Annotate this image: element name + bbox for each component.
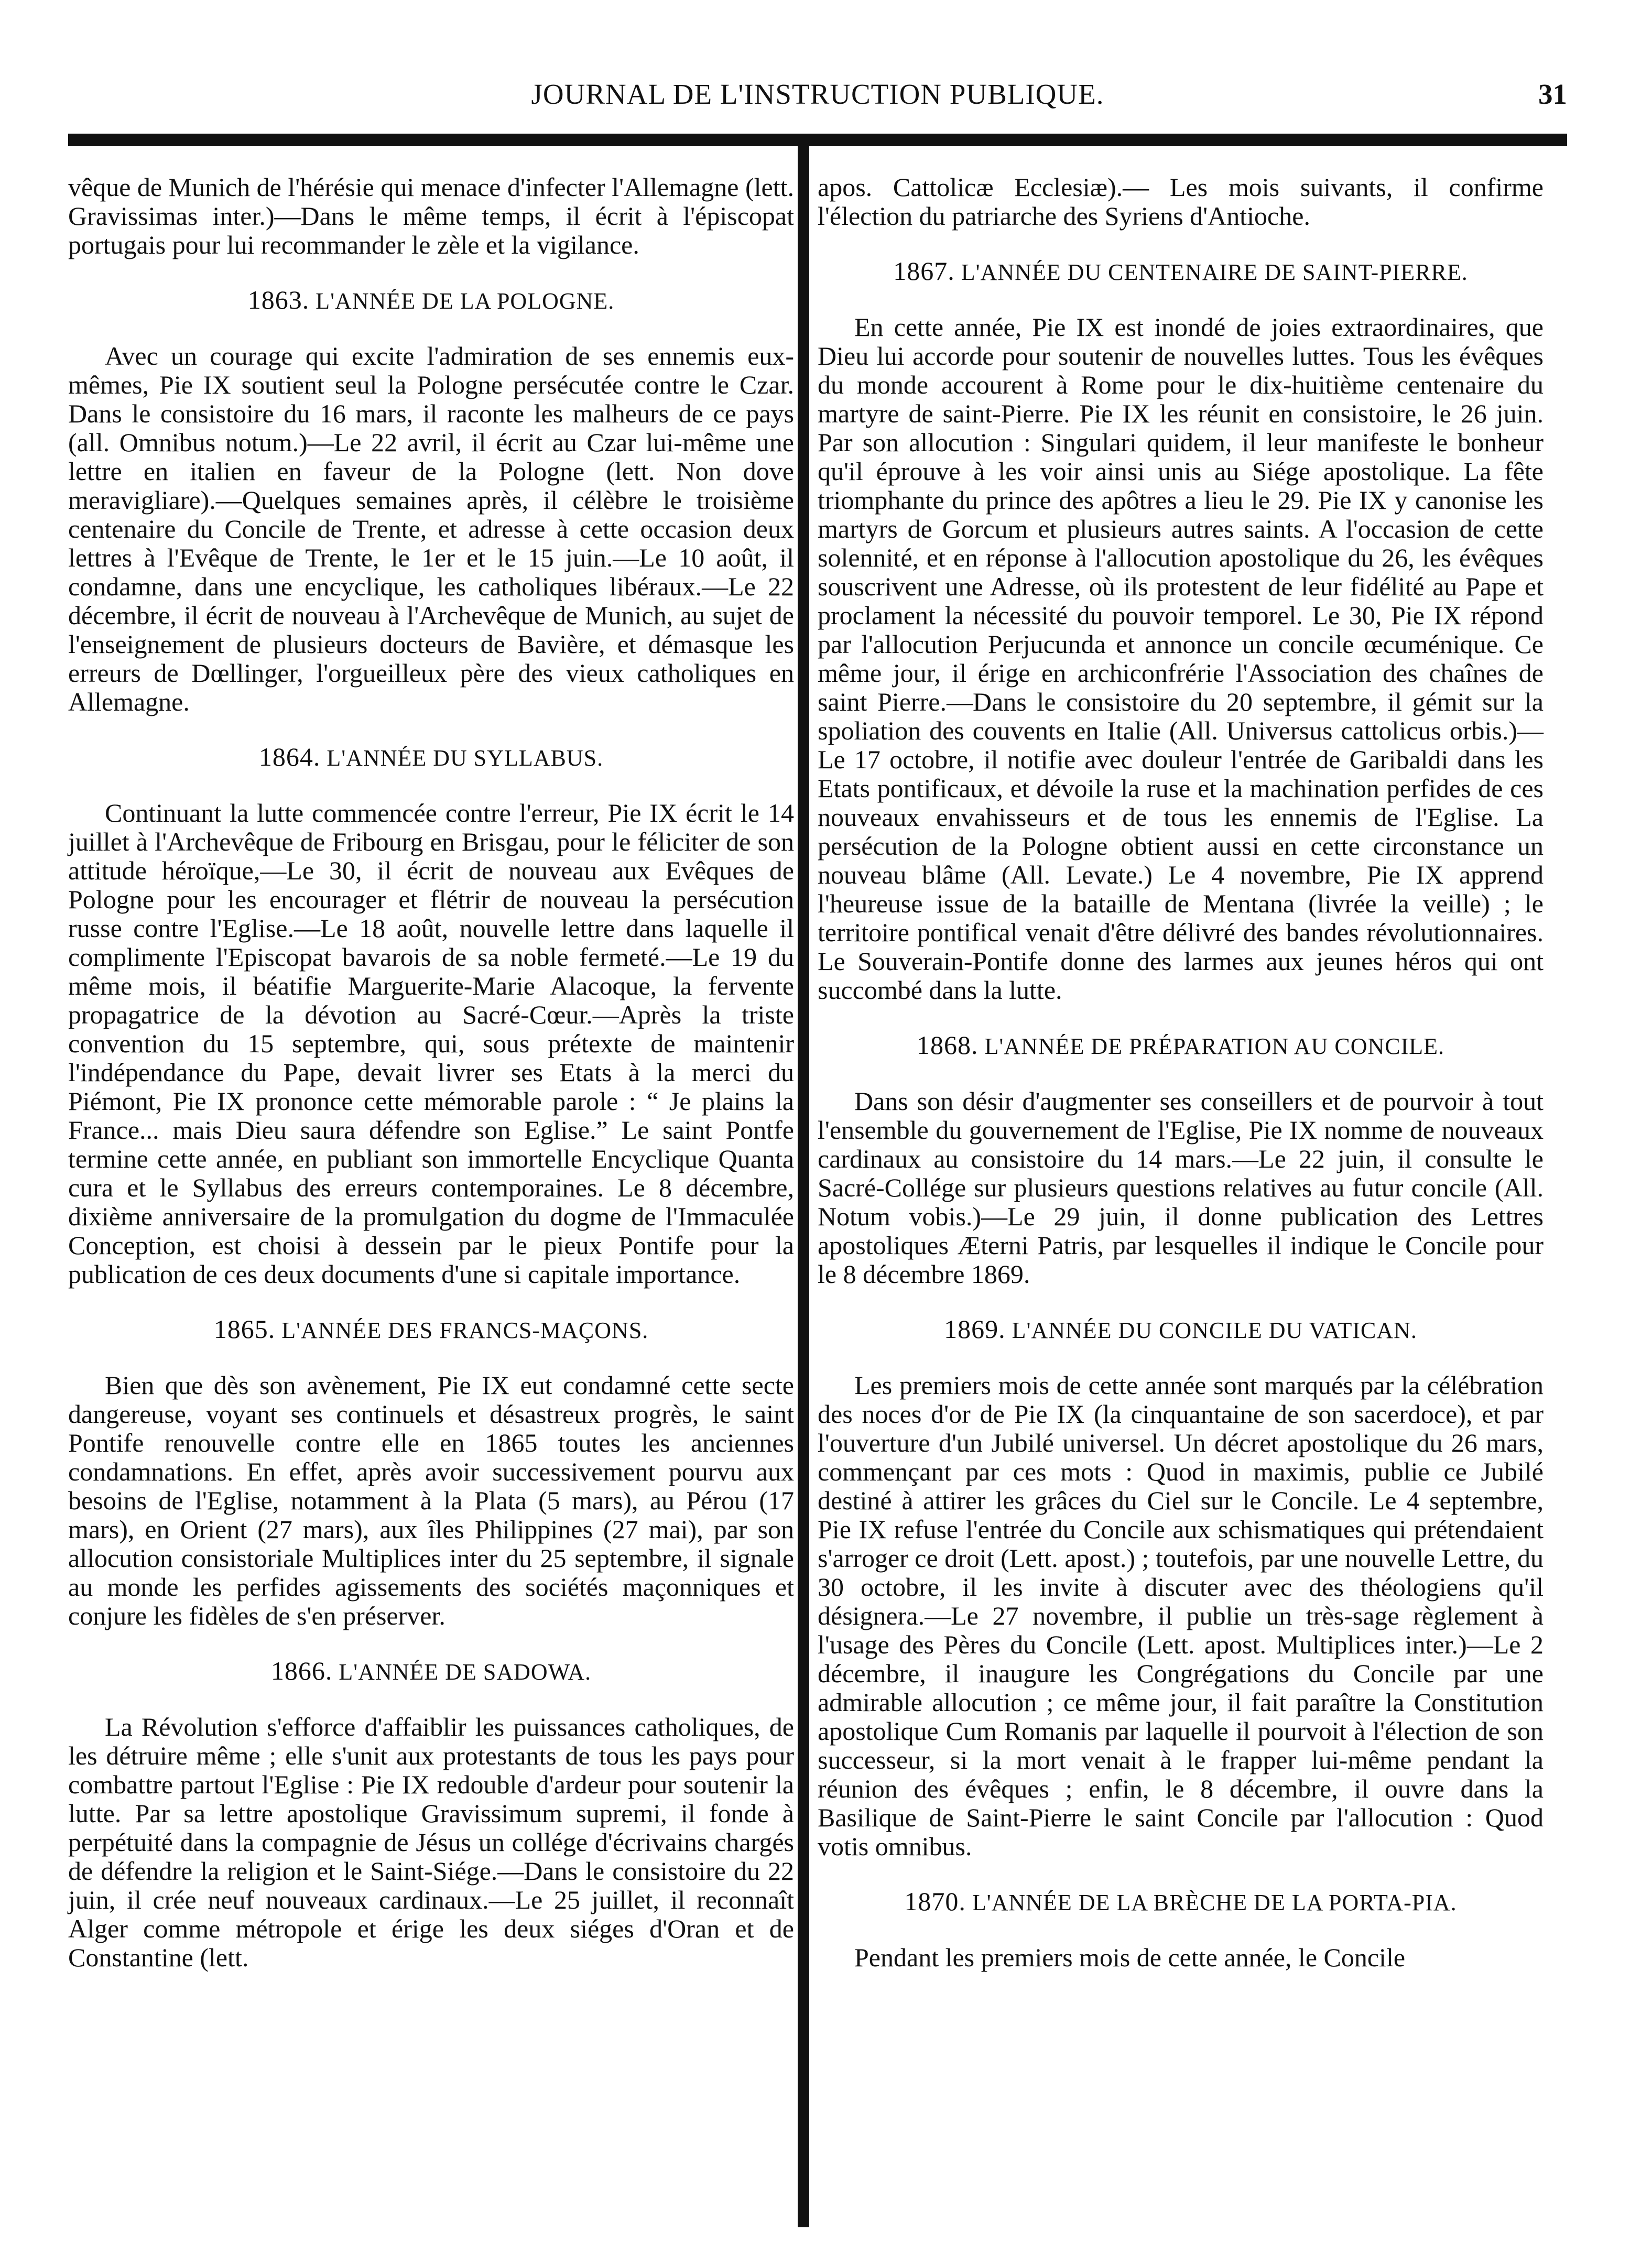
section-title: L'ANNÉE DU CENTENAIRE DE SAINT-PIERRE.: [961, 259, 1468, 285]
paragraph-continued: apos. Cattolicæ Ecclesiæ).— Les mois suivants, il confirme l'élection du patriarche des Syriens d'Antioche.: [818, 172, 1544, 231]
header-rule: [68, 134, 1567, 146]
section-heading-1866: [68, 1657, 794, 1686]
column-separator: [798, 136, 809, 2227]
journal-title: JOURNAL DE L'INSTRUCTION PUBLIQUE.: [531, 78, 1104, 110]
section-title: L'ANNÉE DES FRANCS-MAÇONS.: [281, 1318, 649, 1343]
section-year: 1866.: [270, 1656, 333, 1685]
section-heading-1869: [818, 1315, 1544, 1345]
section-year: 1864.: [258, 742, 321, 771]
section-title: L'ANNÉE DU CONCILE DU VATICAN.: [1012, 1318, 1417, 1343]
page-header: [68, 73, 1567, 115]
paragraph-1866: La Révolution s'efforce d'affaiblir les puissances catholiques, de les détruire même ; elle s'unit aux protestants de tous les pays pour combattre partout l'Eglise : Pie IX redouble d'ardeur pour soutenir la lutte. Par sa lettre apostolique Gravissimum supremi, il fonde à perpétuité dans la compagnie de Jésus un collége d'écrivains chargés de défendre la religion et le Saint-Siége.—Dans le consistoire du 22 juin, il crée neuf nouveaux cardinaux.—Le 25 juillet, il reconnaît Alger comme métropole et érige les deux siéges d'Oran et de Constantine (lett.: [68, 1712, 794, 1972]
paragraph-1867: En cette année, Pie IX est inondé de joies extraordinaires, que Dieu lui accorde pour soutenir de nouvelles luttes. Tous les évêques du monde accourent à Rome pour le dix-huitième centenaire du martyre de saint-Pierre. Pie IX les réunit en consistoire, le 26 juin. Par son allocution : Singulari quidem, il leur manifeste le bonheur qu'il éprouve à les voir ainsi unis au Siége apostolique. La fête triomphante du prince des apôtres a lieu le 29. Pie IX y canonise les martyrs de Gorcum et plusieurs autres saints. A l'occasion de cette solennité, et en réponse à l'allocution apostolique du 26, les évêques souscrivent une Adresse, où ils protestent de leur fidélité au Pape et proclament la nécessité du pouvoir temporel. Le 30, Pie IX répond par l'allocution Perjucunda et annonce un concile œcuménique. Ce même jour, il érige en archiconfrérie l'Association des chaînes de saint Pierre.—Dans le consistoire du 20 septembre, il gémit sur la spoliation des couvents en Italie (All. Universus cattolicus orbis.)—Le 17 octobre, il notifie avec douleur l'entrée de Garibaldi dans les Etats pontificaux, et dévoile la ruse et la machination perfides de ces nouveaux envahisseurs et de tous les ennemis de l'Eglise. La persécution de la Pologne obtient aussi en cette circonstance un nouveau blâme (All. Levate.) Le 4 novembre, Pie IX apprend l'heureuse issue de la bataille de Mentana (livrée la veille) ; le territoire pontifical venait d'être délivré des bandes révolutionnaires. Le Souverain-Pontife donne des larmes aux jeunes héros qui ont succombé dans la lutte.: [818, 312, 1544, 1005]
paragraph-1868: Dans son désir d'augmenter ses conseillers et de pourvoir à tout l'ensemble du gouvernement de l'Eglise, Pie IX nomme de nouveaux cardinaux au consistoire du 14 mars.—Le 22 juin, il consulte le Sacré-Collége sur plusieurs questions relatives au futur concile (All. Notum vobis.)—Le 29 juin, il donne publication des Lettres apostoliques Æterni Patris, par lesquelles il indique le Concile pour le 8 décembre 1869.: [818, 1086, 1544, 1289]
paragraph-1863: Avec un courage qui excite l'admiration de ses ennemis eux-mêmes, Pie IX soutient seul la Pologne persécutée contre le Czar. Dans le consistoire du 16 mars, il raconte les malheurs de ce pays (all. Omnibus notum.)—Le 22 avril, il écrit au Czar lui-même une lettre en italien en faveur de la Pologne (lett. Non dove meravigliare).—Quelques semaines après, il célèbre le troisième centenaire du Concile de Trente, et adresse à cette occasion deux lettres à l'Evêque de Trente, le 1er et le 15 juin.—Le 10 août, il condamne, dans une encyclique, les catholiques libéraux.—Le 22 décembre, il écrit de nouveau à l'Archevêque de Munich, au sujet de l'enseignement de plusieurs docteurs de Bavière, et démasque les erreurs de Dœllinger, l'orgueilleux père des vieux catholiques en Allemagne.: [68, 341, 794, 716]
section-year: 1868.: [916, 1030, 979, 1060]
section-title: L'ANNÉE DE SADOWA.: [339, 1659, 592, 1685]
section-heading-1865: [68, 1315, 794, 1345]
section-year: 1870.: [904, 1887, 966, 1916]
right-column: [818, 173, 1544, 1972]
paragraph-continued: vêque de Munich de l'hérésie qui menace d'infecter l'Allemagne (lett. Gravissimas inter.)—Dans le même temps, il écrit à l'épiscopat portugais pour lui recommander le zèle et la vigilance.: [68, 172, 794, 259]
section-year: 1863.: [247, 285, 310, 314]
paragraph-1865: Bien que dès son avènement, Pie IX eut condamné cette secte dangereuse, voyant ses continuels et désastreux progrès, le saint Pontife renouvelle contre elle en 1865 toutes les anciennes condamnations. En effet, après avoir successivement pourvu aux besoins de l'Eglise, notamment à la Plata (5 mars), au Pérou (17 mars), en Orient (27 mars), aux îles Philippines (27 mai), par son allocution consistoriale Multiplices inter du 25 septembre, il signale au monde les perfides agissements des sociétés maçonniques et conjure les fidèles de s'en préserver.: [68, 1370, 794, 1630]
section-heading-1868: [818, 1031, 1544, 1061]
section-year: 1865.: [213, 1314, 276, 1344]
page-number: 31: [1538, 78, 1567, 110]
section-heading-1870: [818, 1887, 1544, 1917]
section-heading-1867: [818, 257, 1544, 287]
section-year: 1867.: [893, 256, 955, 286]
section-year: 1869.: [944, 1314, 1006, 1344]
section-heading-1863: [68, 286, 794, 315]
left-column: [68, 173, 794, 1972]
paragraph-1869: Les premiers mois de cette année sont marqués par la célébration des noces d'or de Pie IX (la cinquantaine de son sacerdoce), et par l'ouverture d'un Jubilé universel. Un décret apostolique du 26 mars, commençant par ces mots : Quod in maximis, publie ce Jubilé destiné à attirer les grâces du Ciel sur le Concile. Le 4 septembre, Pie IX refuse l'entrée du Concile aux schismatiques qui prétendaient s'arroger ce droit (Lett. apost.) ; toutefois, par une nouvelle Lettre, du 30 octobre, il les invite à discuter avec des théologiens qu'il désignera.—Le 27 novembre, il publie un très-sage règlement à l'usage des Pères du Concile (Lett. apost. Multiplices inter.)—Le 2 décembre, il inaugure les Congrégations du Concile par une admirable allocution ; ce même jour, il fait paraître la Constitution apostolique Cum Romanis par laquelle il pourvoit à l'élection de son successeur, si la mort venait à le frapper lui-même pendant la réunion des évêques ; enfin, le 8 décembre, il ouvre dans la Basilique de Saint-Pierre le saint Concile par l'allocution : Quod votis omnibus.: [818, 1370, 1544, 1861]
section-title: L'ANNÉE DU SYLLABUS.: [327, 745, 604, 771]
paragraph-1864: Continuant la lutte commencée contre l'erreur, Pie IX écrit le 14 juillet à l'Archevêque de Fribourg en Brisgau, pour le féliciter de son attitude héroïque,—Le 30, il écrit de nouveau aux Evêques de Pologne pour les encourager et flétrir de nouveau la persécution russe contre l'Eglise.—Le 18 août, nouvelle lettre dans laquelle il complimente l'Episcopat bavarois de sa noble fermeté.—Le 19 du même mois, il béatifie Marguerite-Marie Alacoque, la fervente propagatrice de la dévotion au Sacré-Cœur.—Après la triste convention du 15 septembre, qui, sous prétexte de maintenir l'indépendance du Pape, devait livrer ses Etats à la merci du Piémont, Pie IX prononce cette mémorable parole : “ Je plains la France... mais Dieu saura défendre son Eglise.” Le saint Pontfe termine cette année, en publiant son immortelle Encyclique Quanta cura et le Syllabus des erreurs contemporaines. Le 8 décembre, dixième anniversaire de la promulgation du dogme de l'Immaculée Conception, est choisi à dessein par le pieux Pontife pour la publication de ces deux documents d'une si capitale importance.: [68, 798, 794, 1289]
section-title: L'ANNÉE DE LA POLOGNE.: [316, 288, 615, 314]
section-title: L'ANNÉE DE LA BRÈCHE DE LA PORTA-PIA.: [972, 1890, 1457, 1915]
paragraph-1870: Pendant les premiers mois de cette année, le Concile: [854, 1943, 1406, 1972]
section-title: L'ANNÉE DE PRÉPARATION AU CONCILE.: [984, 1033, 1445, 1059]
section-heading-1864: [68, 743, 794, 772]
